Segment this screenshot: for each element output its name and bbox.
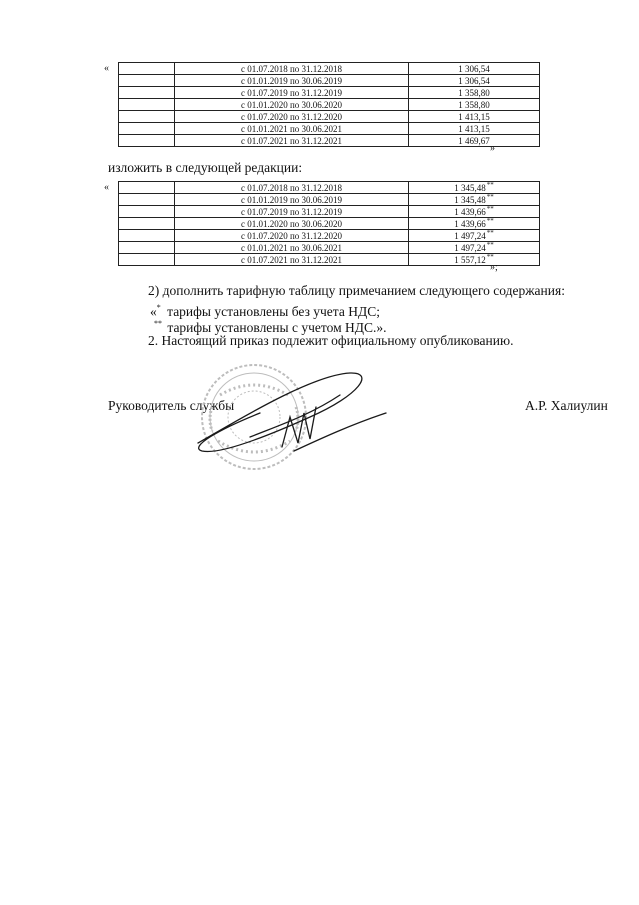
- price-cell: [409, 254, 540, 266]
- clause-2-intro: 2) дополнить тарифную таблицу примечанием следующего содержания:: [148, 283, 565, 298]
- price-cell: [409, 123, 540, 135]
- price-cell: [409, 230, 540, 242]
- row-blank-cell: [119, 87, 175, 99]
- table-row: [119, 194, 540, 206]
- stamp-signature-graphic: [190, 355, 390, 485]
- note-2-mark: **: [154, 319, 162, 328]
- new-table-close-quote: »;: [490, 262, 498, 273]
- row-blank-cell: [119, 206, 175, 218]
- table-row: [119, 63, 540, 75]
- price-cell: [409, 206, 540, 218]
- item-2: 2. Настоящий приказ подлежит официальному опубликованию.: [148, 333, 514, 348]
- table-row: [119, 135, 540, 147]
- price-value: 1 439,66: [454, 206, 486, 217]
- period-cell: с 01.07.2021 по 31.12.2021: [175, 135, 409, 147]
- price-value: 1 345,48: [454, 182, 486, 193]
- vat-footnote-mark: **: [486, 204, 494, 213]
- price-value: 1 439,66: [454, 218, 486, 229]
- row-blank-cell: [119, 218, 175, 230]
- price-cell: [409, 218, 540, 230]
- table-row: [119, 242, 540, 254]
- note-1-text: тарифы установлены без учета НДС;: [167, 304, 380, 319]
- period-cell: с 01.01.2021 по 30.06.2021: [175, 123, 409, 135]
- new-table-open-quote: «: [104, 182, 109, 193]
- price-cell: [409, 63, 540, 75]
- note-1-mark: *: [156, 303, 161, 312]
- transition-text: изложить в следующей редакции:: [108, 160, 303, 175]
- vat-footnote-mark: **: [486, 216, 494, 225]
- price-value: 1 413,15: [458, 123, 490, 134]
- table-row: [119, 230, 540, 242]
- new-tariff-table-body: [119, 182, 540, 266]
- price-value: 1 469,67: [458, 135, 490, 146]
- period-cell: с 01.07.2019 по 31.12.2019: [175, 87, 409, 99]
- price-cell: [409, 242, 540, 254]
- price-value: 1 497,24: [454, 230, 486, 241]
- price-cell: [409, 194, 540, 206]
- vat-footnote-mark: **: [486, 252, 494, 261]
- price-value: 1 413,15: [458, 111, 490, 122]
- period-cell: с 01.07.2021 по 31.12.2021: [175, 254, 409, 266]
- price-value: 1 358,80: [458, 87, 490, 98]
- period-cell: с 01.01.2019 по 30.06.2019: [175, 75, 409, 87]
- table-row: [119, 99, 540, 111]
- row-blank-cell: [119, 75, 175, 87]
- new-tariff-table: [118, 181, 540, 266]
- old-tariff-table-body: [119, 63, 540, 147]
- row-blank-cell: [119, 135, 175, 147]
- old-tariff-table: [118, 62, 540, 147]
- period-cell: с 01.07.2020 по 31.12.2020: [175, 111, 409, 123]
- price-cell: [409, 87, 540, 99]
- period-cell: с 01.07.2019 по 31.12.2019: [175, 206, 409, 218]
- table-row: [119, 123, 540, 135]
- row-blank-cell: [119, 182, 175, 194]
- row-blank-cell: [119, 123, 175, 135]
- row-blank-cell: [119, 230, 175, 242]
- table-row: [119, 182, 540, 194]
- table-row: [119, 206, 540, 218]
- table-row: [119, 75, 540, 87]
- price-value: 1 497,24: [454, 242, 486, 253]
- price-value: 1 306,54: [458, 75, 490, 86]
- vat-footnote-mark: **: [486, 192, 494, 201]
- period-cell: с 01.01.2020 по 30.06.2020: [175, 218, 409, 230]
- row-blank-cell: [119, 111, 175, 123]
- vat-footnote-mark: **: [486, 228, 494, 237]
- table-row: [119, 218, 540, 230]
- price-cell: [409, 99, 540, 111]
- period-cell: с 01.07.2018 по 31.12.2018: [175, 182, 409, 194]
- table-row: [119, 87, 540, 99]
- vat-footnote-mark: **: [486, 180, 494, 189]
- period-cell: с 01.01.2020 по 30.06.2020: [175, 99, 409, 111]
- old-table-open-quote: «: [104, 63, 109, 74]
- price-cell: [409, 182, 540, 194]
- row-blank-cell: [119, 63, 175, 75]
- price-cell: [409, 75, 540, 87]
- price-value: 1 557,12: [454, 254, 486, 265]
- price-value: 1 306,54: [458, 63, 490, 74]
- note-2-text: тарифы установлены с учетом НДС.».: [167, 320, 387, 335]
- period-cell: с 01.01.2021 по 30.06.2021: [175, 242, 409, 254]
- signatory-name: А.Р. Халиулин: [525, 398, 608, 413]
- row-blank-cell: [119, 242, 175, 254]
- period-cell: с 01.01.2019 по 30.06.2019: [175, 194, 409, 206]
- vat-footnote-mark: **: [486, 240, 494, 249]
- table-row: [119, 111, 540, 123]
- note-1-quote: «: [150, 304, 157, 319]
- stamp-and-signature: [190, 355, 390, 485]
- old-table-close-quote: »: [490, 143, 495, 154]
- price-value: 1 358,80: [458, 99, 490, 110]
- price-value: 1 345,48: [454, 194, 486, 205]
- price-cell: [409, 135, 540, 147]
- row-blank-cell: [119, 99, 175, 111]
- row-blank-cell: [119, 254, 175, 266]
- row-blank-cell: [119, 194, 175, 206]
- period-cell: с 01.07.2020 по 31.12.2020: [175, 230, 409, 242]
- period-cell: с 01.07.2018 по 31.12.2018: [175, 63, 409, 75]
- price-cell: [409, 111, 540, 123]
- signatory-position: Руководитель службы: [108, 398, 235, 413]
- table-row: [119, 254, 540, 266]
